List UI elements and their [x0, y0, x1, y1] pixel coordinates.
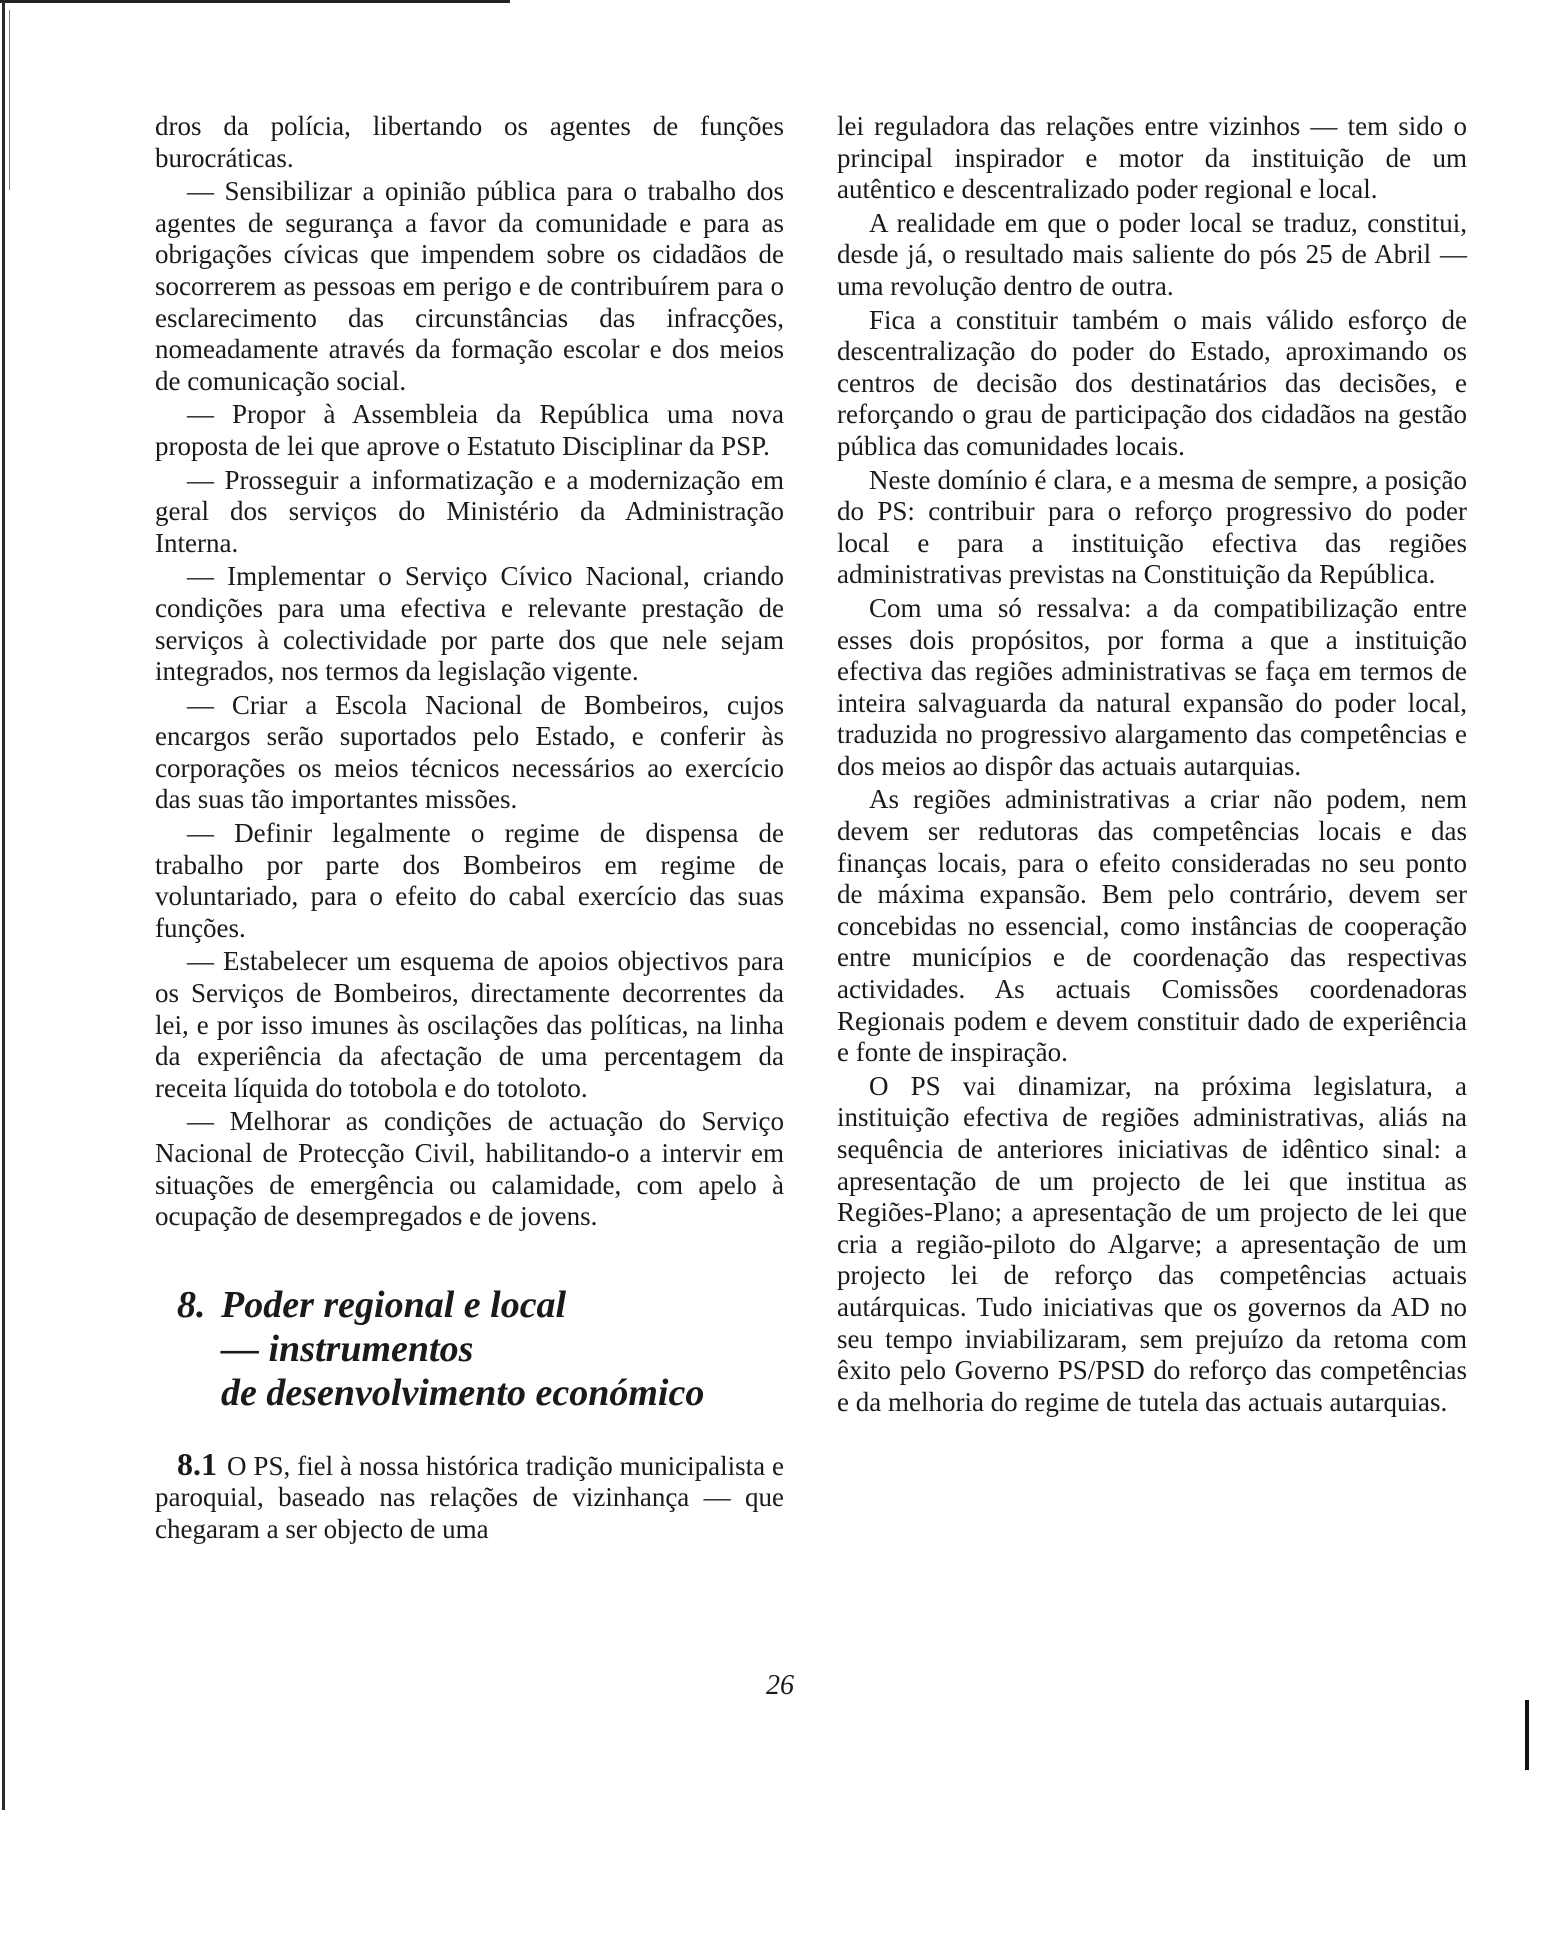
left-column — [155, 111, 784, 1548]
paragraph: — Prosseguir a informatização e a modernização em geral dos serviços do Ministério da Administração Interna. — [155, 464, 784, 558]
section-number: 8. — [177, 1283, 206, 1326]
paragraph: — Sensibilizar a opinião pública para o trabalho dos agentes de segurança a favor da comunidade e para as obrigações cívicas que impendem sobre os cidadãos de socorrerem as pessoas em perigo e de contribuírem para o esclarecimento das circunstâncias das infracções, nomeadamente através da formação escolar e dos meios de comunicação social. — [155, 176, 784, 396]
paragraph: — Estabelecer um esquema de apoios objectivos para os Serviços de Bombeiros, directamente decorrentes da lei, e por isso imunes às oscilações das políticas, na linha da experiência da afectação de uma percentagem da receita líquida do totobola e do totoloto. — [155, 946, 784, 1103]
scan-mark-right — [1525, 1700, 1529, 1770]
heading-line: — instrumentos — [221, 1327, 474, 1370]
paragraph: dros da polícia, libertando os agentes de funções burocráticas. — [155, 111, 784, 173]
paragraph: — Definir legalmente o regime de dispensa de trabalho por parte dos Bombeiros em regime de voluntariado, para o efeito do cabal exercício das suas funções. — [155, 818, 784, 943]
paragraph: Fica a constituir também o mais válido esforço de descentralização do poder do Estado, aproximando os centros de decisão dos destinatários das decisões, e reforçando o grau de participação dos cidadãos na gestão pública das comunidades locais. — [837, 304, 1467, 461]
page-number: 26 — [766, 1670, 794, 1701]
scan-edge-left — [2, 0, 5, 1810]
paragraph: As regiões administrativas a criar não podem, nem devem ser redutoras das competências locais e das finanças locais, para o efeito consideradas no seu ponto de máxima expansão. Bem pelo contrário, devem ser concebidas no essencial, como instâncias de cooperação entre municípios e de coordenação das respectivas actividades. As actuais Comissões coordenadoras Regionais podem e devem constituir dado de experiência e fonte de inspiração. — [837, 784, 1467, 1068]
subsection-paragraph — [155, 1445, 784, 1546]
heading-line: Poder regional e local — [221, 1283, 567, 1326]
right-column — [837, 111, 1467, 1420]
subsection-text: O PS, fiel à nossa histórica tradição municipalista e paroquial, baseado nas relações de vizinhança — que chegaram a ser objecto de uma — [155, 1450, 784, 1544]
paragraph: O PS vai dinamizar, na próxima legislatura, a instituição efectiva de regiões administrativas, aliás na sequência de anteriores iniciativas de idêntico sinal: a apresentação de um projecto de lei que institua as Regiões-Plano; a apresentação de um projecto de lei que cria a região-piloto do Algarve; a apresentação de um projecto lei de reforço das competências actuais autárquicas. Tudo iniciativas que os governos da AD no seu tempo inviabilizaram, sem prejuízo da retoma com êxito pelo Governo PS/PSD do reforço das competências e da melhoria do regime de tutela das actuais autarquias. — [837, 1070, 1467, 1417]
scan-edge-top — [0, 0, 510, 3]
paragraph: Com uma só ressalva: a da compatibilização entre esses dois propósitos, por forma a que a instituição efectiva das regiões administrativas se faça em termos de inteira salvaguarda da natural expansão do poder local, traduzida no progressivo alargamento das competências e dos meios ao dispôr das actuais autarquias. — [837, 592, 1467, 781]
paragraph: — Propor à Assembleia da República uma nova proposta de lei que aprove o Estatuto Disciplinar da PSP. — [155, 399, 784, 461]
paragraph: lei reguladora das relações entre vizinhos — tem sido o principal inspirador e motor da instituição de um autêntico e descentralizado poder regional e local. — [837, 111, 1467, 205]
paragraph: — Melhorar as condições de actuação do Serviço Nacional de Protecção Civil, habilitando-o a intervir em situações de emergência ou calamidade, com apelo à ocupação de desempregados e de jovens. — [155, 1106, 784, 1232]
paragraph: A realidade em que o poder local se traduz, constitui, desde já, o resultado mais saliente do pós 25 de Abril — uma revolução dentro de outra. — [837, 207, 1467, 301]
paragraph: Neste domínio é clara, e a mesma de sempre, a posição do PS: contribuir para o reforço progressivo do poder local e para a instituição efectiva das regiões administrativas previstas na Constituição da República. — [837, 464, 1467, 590]
scan-edge-left-inner — [9, 10, 10, 190]
subsection-number: 8.1 — [177, 1445, 217, 1482]
paragraph: — Implementar o Serviço Cívico Nacional, criando condições para uma efectiva e relevante prestação de serviços à colectividade por parte dos que nele sejam integrados, nos termos da legislação vigente. — [155, 561, 784, 687]
heading-line: de desenvolvimento económico — [221, 1371, 705, 1414]
paragraph: — Criar a Escola Nacional de Bombeiros, cujos encargos serão suportados pelo Estado, e conferir às corporações os meios técnicos necessários ao exercício das suas tão importantes missões. — [155, 689, 784, 815]
section-heading — [177, 1283, 784, 1415]
